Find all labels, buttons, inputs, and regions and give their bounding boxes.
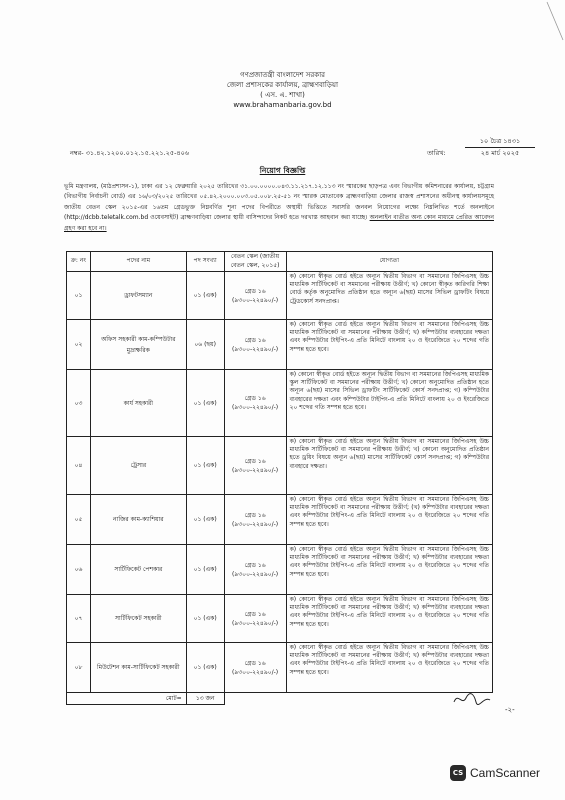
- table-row: [67, 320, 493, 370]
- row-post-name: অফিস সহকারী কাম-কম্পিউটার মুদ্রাক্ষরিক: [90, 320, 186, 370]
- row-qualification: ক) কোনো স্বীকৃত বোর্ড হইতে অন্যূন দ্বিতীয় বিভাগ বা সমমানের জিপিএসহ উচ্চ মাধ্যমিক সার্টিফিকেট বা সমমানের পরীক্ষায় উত্তীর্ণ; খ) কম্পিউটার ব্যবহারের দক্ষতা এবং কম্পিউটার টাইপিং-এ প্রতি মিনিটে বাংলায় ২০ ও ইংরেজিতে ২০ শব্দের গতি সম্পন্ন হতে হবে।: [286, 595, 492, 643]
- row-pay-scale: [224, 272, 286, 320]
- row-serial: ০২: [67, 320, 91, 370]
- total-row: [67, 693, 493, 705]
- row-qualification: ক) কোনো স্বীকৃত বোর্ড হইতে অন্যূন দ্বিতীয় বিভাগ বা সমমানের জিপিএসহ উচ্চ মাধ্যমিক সার্টিফিকেট বা সমমানের পরীক্ষায় উত্তীর্ণ; খ) কম্পিউটার ব্যবহারের দক্ষতা এবং কম্পিউটার টাইপিং-এ প্রতি মিনিটে বাংলায় ২০ ও ইংরেজিতে ২০ শব্দের গতি সম্পন্ন হতে হবে।: [286, 545, 492, 595]
- header-post-name: পদের নাম: [90, 252, 186, 272]
- header-post-count: পদ সংখ্যা: [186, 252, 224, 272]
- table-row: [67, 370, 493, 437]
- camscanner-watermark: [450, 765, 540, 781]
- row-grade: গ্রেড ১৬: [244, 610, 266, 618]
- header-qualification: যোগ্যতা: [286, 252, 492, 272]
- row-post-count: ০১ (এক): [186, 545, 224, 595]
- row-pay-scale: [224, 595, 286, 643]
- row-scale: (৯৩০০-২২৪৯০/-): [232, 668, 279, 676]
- intro-paragraph: [64, 182, 494, 234]
- row-grade: গ্রেড ১৬: [244, 287, 266, 295]
- row-post-name: সার্টিফিকেট পেশকার: [90, 545, 186, 595]
- row-post-count: ০১ (এক): [186, 643, 224, 693]
- government-name: গণপ্রজাতন্ত্রী বাংলাদেশ সরকার: [240, 71, 325, 79]
- row-grade: গ্রেড ১৬: [244, 395, 266, 402]
- table-row: [67, 437, 493, 495]
- date-label: তারিখ:: [427, 149, 446, 157]
- row-pay-scale: [224, 545, 286, 595]
- row-pay-scale: [224, 437, 286, 495]
- header-serial: ক্র: নং: [67, 252, 91, 272]
- section-name: ( এস. এ. শাখা): [260, 91, 305, 99]
- row-grade: গ্রেড ১৬: [244, 659, 266, 667]
- vacancy-table: [66, 251, 493, 705]
- row-pay-scale: [224, 643, 286, 693]
- row-post-count: ০১ (এক): [186, 272, 224, 320]
- total-value: ১৩ জন: [186, 693, 224, 705]
- page-number-mark: -২-: [505, 706, 515, 714]
- row-scale: (৯৩০০-২২৪৯০/-): [232, 619, 279, 627]
- office-name: জেলা প্রশাসকের কার্যালয়, ব্রাহ্মণবাড়িয়া: [226, 81, 339, 89]
- notice-title: নিয়োগ বিজ্ঞপ্তি: [259, 166, 306, 175]
- row-post-count: ০১ (এক): [186, 437, 224, 495]
- row-qualification: ক) কোনো স্বীকৃত বোর্ড হইতে অন্যূন দ্বিতীয় বিভাগ বা সমমানের জিপিএসহ উচ্চ মাধ্যমিক সার্টিফিকেট বা সমমানের পরীক্ষায় উত্তীর্ণ; খ) কম্পিউটার ব্যবহারের দক্ষতা এবং কম্পিউটার টাইপিং-এ প্রতি মিনিটে বাংলায় ২০ ও ইংরেজিতে ২০ শব্দের গতি সম্পন্ন হতে হবে।: [286, 643, 492, 693]
- row-scale: (৯৩০০-২২৪৯০/-): [232, 466, 279, 474]
- row-serial: ০৪: [67, 437, 91, 495]
- row-qualification: ক) কোনো স্বীকৃত বোর্ড হইতে অন্যূন দ্বিতীয় বিভাগ বা সমমানের জিপিএসহ উচ্চ মাধ্যমিক সার্টিফিকেট বা সমমানের পরীক্ষায় উত্তীর্ণ; খ) কোনো অনুমোদিত প্রতিষ্ঠান হতে ড্রয়িং বিষয়ে অন্যূন ৬(ছয়) মাসের সার্টিফিকেট কোর্স সনদপ্রাপ্ত; গ) কম্পিউটার ব্যবহারে দক্ষতা।: [286, 437, 492, 495]
- row-post-name: মিউটেশন কাম-সার্টিফিকেট সহকারী: [90, 643, 186, 693]
- row-pay-scale: [224, 495, 286, 545]
- memo-number: নম্বর- ৩১.৪২.১২০০.০১২.১৫.২২১.২৫-৪০৬: [70, 149, 190, 157]
- camscanner-label: CamScanner: [470, 766, 541, 780]
- date-english: ২৪ মার্চ ২০২৫: [480, 149, 520, 157]
- row-scale: (৯৩০০-২২৪৯০/-): [232, 404, 279, 411]
- row-post-count: ০৬ (ছয়): [186, 320, 224, 370]
- row-post-name: নাজির কাম-ক্যাশিয়ার: [90, 495, 186, 545]
- table-row: [67, 595, 493, 643]
- row-serial: ০৬: [67, 545, 91, 595]
- date-box: [465, 136, 535, 159]
- row-post-name: ড্রাফটসম্যান: [90, 272, 186, 320]
- row-scale: (৯৩০০-২২৪৯০/-): [232, 345, 279, 353]
- row-grade: গ্রেড ১৬: [244, 511, 266, 519]
- letterhead: [0, 70, 565, 110]
- row-serial: ০৫: [67, 495, 91, 545]
- table-row: [67, 545, 493, 595]
- row-post-name: সার্টিফিকেট সহকারী: [90, 595, 186, 643]
- date-bangla: ১০ চৈত্র ১৪৩১: [465, 136, 535, 148]
- page-corner-mark: [545, 0, 565, 60]
- row-grade: গ্রেড ১৬: [244, 457, 266, 465]
- row-scale: (৯৩০০-২২৪৯০/-): [232, 520, 279, 528]
- row-post-count: ০১ (এক): [186, 595, 224, 643]
- row-qualification: ক) কোনো স্বীকৃত বোর্ড হইতে অন্যূন দ্বিতীয় বিভাগ বা সমমানের জিপিএসহ মাধ্যমিক স্কুল সার্টিফিকেট বা সমমানের পরীক্ষায় উত্তীর্ণ; খ) কোনো অনুমোদিত প্রতিষ্ঠান হতে অন্যূন ৬(ছয়) মাসের সিভিল ড্রাফটিং সার্টিফিকেট কোর্স সনদপ্রাপ্ত; গ) কম্পিউটার ব্যবহারের দক্ষতা এবং কম্পিউটার টাইপিং-এ প্রতি মিনিটে বাংলায় ২০ ও ইংরেজিতে ২০ শব্দের গতি সম্পন্ন হতে হবে।: [286, 370, 492, 437]
- row-qualification: ক) কোনো স্বীকৃত বোর্ড হইতে অন্যূন দ্বিতীয় বিভাগ বা সমমানের জিপিএসহ উচ্চ মাধ্যমিক সার্টিফিকেট বা সমমানের পরীক্ষায় উত্তীর্ণ; খ) কোনো স্বীকৃত কারিগরি শিক্ষা বোর্ড কর্তৃক অনুমোদিত প্রতিষ্ঠান হতে অন্যূন ৬(ছয়) মাসের সিভিল ড্রাফটিং বিষয়ে ট্রেডকোর্স সনদপ্রাপ্ত।: [286, 272, 492, 320]
- header-pay-scale: বেতন স্কেল (জাতীয় বেতন স্কেল, ২০১৫): [224, 252, 286, 272]
- online-only-note: অনলাইন ব্যতীত অন্য কোন মাধ্যমে প্রেরিত আবেদন গ্রহণ করা হবে না।: [64, 214, 494, 232]
- table-row: [67, 272, 493, 320]
- signature: [452, 690, 492, 708]
- row-scale: (৯৩০০-২২৪৯০/-): [232, 296, 279, 304]
- camscanner-logo-icon: CS: [450, 765, 466, 781]
- row-serial: ০৭: [67, 595, 91, 643]
- row-scale: (৯৩০০-২২৪৯০/-): [232, 570, 279, 578]
- row-qualification: ক) কোনো স্বীকৃত বোর্ড হইতে অন্যূন দ্বিতীয় বিভাগ বা সমমানের জিপিএসহ উচ্চ মাধ্যমিক সার্টিফিকেট বা সমমানের পরীক্ষায় উত্তীর্ণ; খ) কম্পিউটার ব্যবহারের দক্ষতা এবং কম্পিউটার টাইপিং-এ প্রতি মিনিটে বাংলায় ২০ ও ইংরেজিতে ২০ শব্দের গতি সম্পন্ন হতে হবে।: [286, 320, 492, 370]
- row-grade: গ্রেড ১৬: [244, 561, 266, 569]
- row-serial: ০১: [67, 272, 91, 320]
- row-post-name: কার্য সহকারী: [90, 370, 186, 437]
- row-pay-scale: [224, 320, 286, 370]
- table-row: [67, 495, 493, 545]
- intro-text: ভূমি মন্ত্রণালয়, (মাঠপ্রশাসন-১), ঢাকা এর ১২ ফেব্রুয়ারি ২০২৫ তারিখের ৩১.০০.০০০০.০৪৩.১১.২১৭.১২.১১৩ নং স্মারকের ছাড়পত্র এবং বিভাগীয় কমিশনারের কার্যালয়, চট্টগ্রাম (বিভাগীয় নির্বাচনী বোর্ড) এর ১৬/০৩/২০২৫ তারিখের ০৫.৪২.২০০০.০০৩.০৫.০০৮.২৫-৫১ নং স্মারক মোতাবেক ব্রাহ্মণবাড়িয়া জেলার রাজস্ব প্রশাসনের অধীনস্থ কার্যালয়সমূহে জাতীয় বেতন স্কেল ২০১৫-এর ১৬তম গ্রেডভুক্ত নিম্নবর্ণিত শূন্য পদের বিপরীতে অস্থায়ী ভিত্তিতে সরাসরি জনবল নিয়োগের লক্ষ্যে নিম্নলিখিত শর্তে অনলাইনে (http://dcbb.teletalk.com.bd ওয়েবসাইট) ব্রাহ্মণবাড়িয়া জেলার স্থায়ী বাসিন্দাদের নিকট হতে দরখাস্ত আহবান করা যাচ্ছে।: [64, 183, 494, 222]
- row-pay-scale: [224, 370, 286, 437]
- table-header-row: [67, 252, 493, 272]
- row-serial: ০৮: [67, 643, 91, 693]
- row-qualification: ক) কোনো স্বীকৃত বোর্ড হইতে অন্যূন দ্বিতীয় বিভাগ বা সমমানের জিপিএসহ উচ্চ মাধ্যমিক সার্টিফিকেট বা সমমানের পরীক্ষায় উত্তীর্ণ; (খ) কম্পিউটার ব্যবহারের দক্ষতা এবং কম্পিউটার টাইপিং-এ প্রতি মিনিটে বাংলায় ২০ ও ইংরেজিতে ২০ শব্দের গতি সম্পন্ন হতে হবে।: [286, 495, 492, 545]
- row-post-name: ট্রেসার: [90, 437, 186, 495]
- row-post-count: ০১ (এক): [186, 370, 224, 437]
- row-grade: গ্রেড ১৬: [244, 336, 266, 344]
- table-row: [67, 643, 493, 693]
- total-label: মোট=: [67, 693, 187, 705]
- office-website: www.brahamanbaria.gov.bd: [233, 101, 332, 109]
- row-post-count: ০১ (এক): [186, 495, 224, 545]
- row-serial: ০৩: [67, 370, 91, 437]
